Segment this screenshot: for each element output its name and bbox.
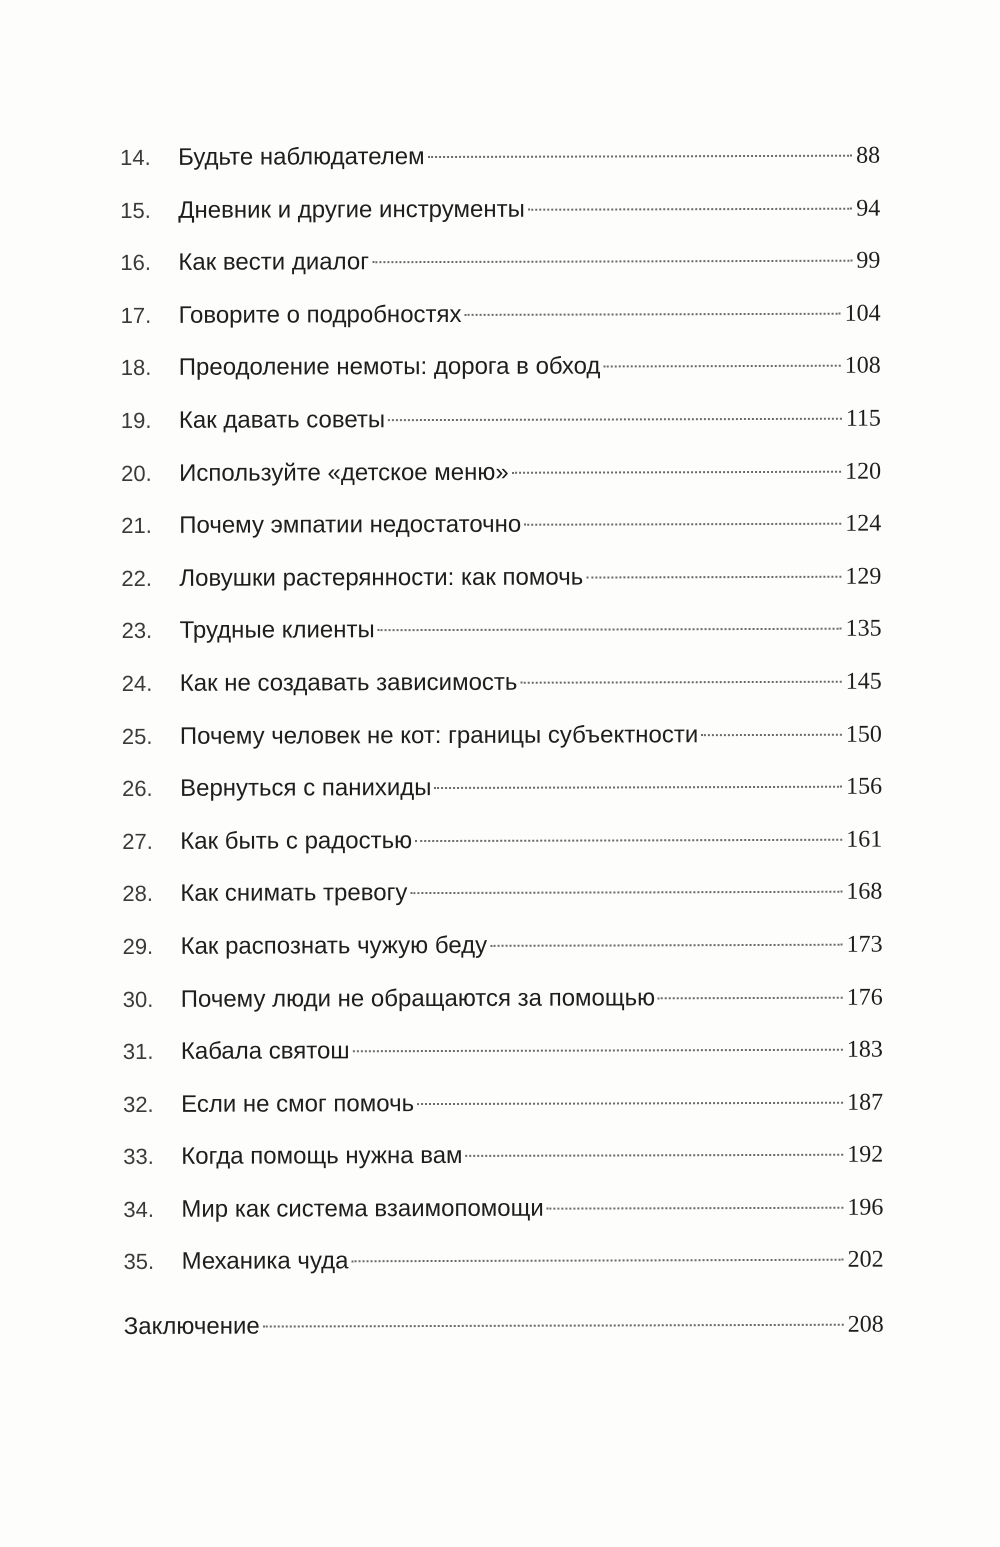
toc-entry-title: Кабала святош — [180, 1037, 350, 1065]
toc-entry-page: 88 — [856, 142, 881, 169]
toc-entry-number: 29. — [122, 933, 154, 959]
toc-entry-title: Когда помощь нужна вам — [181, 1142, 463, 1171]
toc-entry — [123, 1129, 883, 1184]
toc-entry — [122, 813, 882, 868]
toc-entry — [122, 708, 882, 763]
toc-entry-page: 168 — [846, 878, 883, 906]
toc-entry-number: 14. — [120, 144, 151, 170]
toc-entry-page: 156 — [846, 773, 883, 800]
toc-entry — [121, 445, 881, 500]
toc-entry-title: Как распознать чужую беду — [180, 931, 488, 960]
toc-entry-number: 33. — [123, 1144, 154, 1170]
dot-leader — [263, 1324, 844, 1328]
toc-entry-title: Используйте «детское меню» — [179, 458, 509, 487]
dot-leader — [353, 1049, 843, 1053]
toc-conclusion — [124, 1299, 884, 1354]
dot-leader — [435, 786, 843, 789]
conclusion-page: 208 — [847, 1311, 884, 1338]
dot-leader — [465, 313, 841, 316]
conclusion-title: Заключение — [123, 1312, 260, 1341]
toc-entry — [121, 550, 881, 605]
toc-entry-page: 150 — [845, 721, 882, 748]
toc-entry-title: Будьте наблюдателем — [178, 143, 425, 171]
toc-entry-title: Говорите о подробностях — [178, 300, 462, 329]
toc-entry — [122, 919, 882, 974]
toc-entry — [121, 603, 881, 658]
toc-entry-number: 31. — [122, 1038, 154, 1065]
toc-entry-page: 202 — [847, 1247, 884, 1274]
toc-entry-title: Преодоление немоты: дорога в обход — [178, 352, 601, 382]
toc-entry — [121, 498, 881, 553]
toc-entry-title: Как быть с радостью — [180, 826, 413, 855]
toc-entry-page: 145 — [845, 668, 882, 695]
toc-entry-page: 183 — [846, 1036, 883, 1063]
toc-entry — [122, 866, 882, 921]
toc-entry-number: 17. — [120, 302, 152, 328]
toc-entry-title: Как вести диалог — [178, 248, 369, 277]
toc-entry-page: 161 — [846, 826, 883, 853]
toc-entry-number: 35. — [123, 1249, 155, 1275]
toc-entry — [122, 761, 882, 816]
toc-entry-page: 99 — [856, 247, 881, 274]
toc-entry-page: 187 — [847, 1089, 884, 1116]
toc-entry — [121, 393, 881, 448]
dot-leader — [524, 523, 841, 526]
toc-entry — [123, 1181, 883, 1236]
toc-entry-page: 120 — [845, 458, 882, 485]
toc-entry-title: Как не создавать зависимость — [179, 668, 518, 697]
toc-entry-title: Как снимать тревогу — [180, 879, 408, 908]
toc-entry-number: 28. — [122, 881, 154, 907]
toc-entry-number: 18. — [120, 355, 152, 381]
toc-entry-number: 23. — [121, 618, 153, 644]
toc-entry-title: Почему люди не обращаются за помощью — [180, 983, 656, 1013]
dot-leader — [490, 944, 842, 947]
toc-entry-number: 30. — [122, 986, 154, 1012]
toc-entry-page: 135 — [845, 615, 882, 643]
table-of-contents — [120, 130, 884, 1354]
toc-entry-number: 22. — [121, 565, 153, 591]
dot-leader — [466, 1154, 844, 1157]
dot-leader — [372, 260, 852, 264]
dot-leader — [586, 575, 841, 578]
toc-entry-page: 196 — [847, 1194, 884, 1221]
toc-entry — [120, 130, 880, 185]
dot-leader — [603, 365, 840, 368]
toc-entry-number: 25. — [121, 723, 153, 749]
toc-entry-title: Дневник и другие инструменты — [178, 195, 525, 224]
toc-entry-title: Трудные клиенты — [179, 616, 375, 645]
toc-entry-page: 108 — [844, 352, 881, 380]
toc-entry-page: 173 — [846, 931, 883, 958]
toc-entry-title: Как давать советы — [178, 406, 386, 434]
dot-leader — [351, 1259, 843, 1263]
toc-entry-page: 115 — [845, 405, 881, 432]
dot-leader — [378, 628, 842, 631]
dot-leader — [658, 996, 843, 999]
toc-entry — [123, 1234, 883, 1289]
toc-entry-title: Если не смог помочь — [181, 1089, 415, 1118]
toc-entry-number: 21. — [121, 513, 152, 539]
toc-entry-number: 16. — [120, 250, 152, 276]
dot-leader — [520, 681, 841, 684]
toc-entry-number: 26. — [122, 776, 153, 802]
toc-entry — [123, 1076, 883, 1131]
toc-entry-title: Почему эмпатии недостаточно — [179, 510, 522, 539]
toc-entry — [121, 340, 881, 395]
toc-entry-page: 192 — [847, 1141, 884, 1169]
toc-entry-page: 176 — [846, 984, 883, 1011]
toc-entry-number: 24. — [121, 670, 153, 696]
toc-entry — [123, 1024, 883, 1079]
toc-entry — [122, 656, 882, 711]
toc-entry-title: Ловушки растерянности: как помочь — [179, 563, 584, 592]
dot-leader — [512, 470, 841, 473]
dot-leader — [417, 1101, 843, 1104]
dot-leader — [428, 155, 853, 158]
toc-entry-number: 34. — [123, 1196, 155, 1222]
toc-entry-title: Механика чуда — [181, 1247, 349, 1276]
dot-leader — [528, 207, 852, 210]
dot-leader — [701, 733, 842, 735]
toc-entry-page: 94 — [856, 195, 881, 222]
toc-entry — [120, 235, 880, 290]
toc-entry-page: 104 — [844, 300, 881, 327]
toc-entry — [123, 971, 883, 1026]
toc-entry-number: 27. — [122, 828, 153, 854]
dot-leader — [415, 838, 842, 841]
toc-entry-page: 124 — [845, 510, 882, 537]
toc-entry-number: 15. — [120, 197, 151, 223]
toc-entry — [120, 182, 880, 237]
toc-entry-number: 19. — [120, 407, 152, 433]
toc-entry-title: Вернуться с панихиды — [180, 774, 432, 802]
dot-leader — [388, 418, 842, 421]
toc-entry — [120, 287, 880, 342]
toc-entry-title: Мир как система взаимопомощи — [181, 1194, 544, 1223]
toc-entry-page: 129 — [845, 563, 882, 590]
dot-leader — [547, 1207, 844, 1210]
toc-entry-number: 32. — [123, 1091, 154, 1117]
dot-leader — [410, 891, 842, 894]
toc-entry-number: 20. — [121, 460, 152, 486]
toc-entry-title: Почему человек не кот: границы субъектности — [179, 720, 699, 750]
